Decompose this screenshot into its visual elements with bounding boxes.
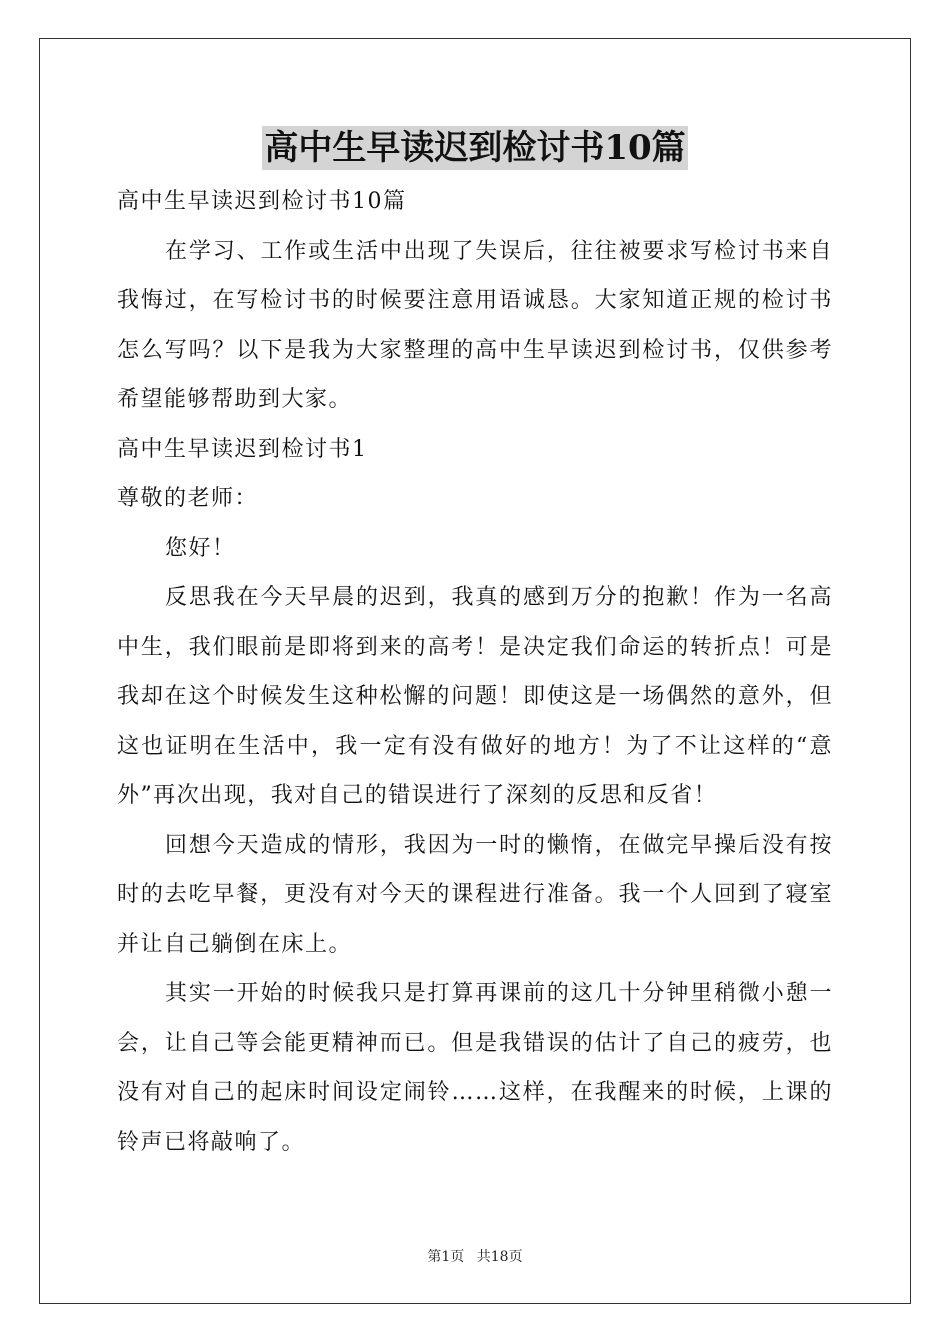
para1-line: 我却在这个时候发生这种松懈的问题！即使这是一场偶然的意外，但 — [117, 684, 833, 709]
subtitle: 高中生早读迟到检讨书10篇 — [117, 189, 407, 214]
section-heading: 高中生早读迟到检讨书1 — [117, 436, 368, 462]
page-footer — [0, 1248, 950, 1266]
greeting: 您好！ — [165, 535, 236, 561]
title-wrap — [0, 126, 950, 170]
document-title: 高中生早读迟到检讨书10篇 — [264, 128, 686, 168]
para3-line: 会，让自己等会能更精神而已。但是我错误的估计了自己的疲劳，也 — [117, 1030, 833, 1056]
para3-line: 没有对自己的起床时间设定闹铃……这样，在我醒来的时候，上课的 — [117, 1080, 833, 1105]
para2-line: 回想今天造成的情形，我因为一时的懒惰，在做完早操后没有按 — [165, 832, 833, 858]
para1-line: 中生，我们眼前是即将到来的高考！是决定我们命运的转折点！可是 — [117, 634, 833, 660]
para1-line: 反思我在今天早晨的迟到，我真的感到万分的抱歉！作为一名高 — [165, 585, 833, 610]
intro-line: 我悔过，在写检讨书的时候要注意用语诚恳。大家知道正规的检讨书 — [117, 288, 833, 313]
para3-line: 铃声已将敲响了。 — [117, 1129, 306, 1155]
para2-line: 并让自己躺倒在床上。 — [117, 931, 353, 957]
salutation: 尊敬的老师： — [117, 486, 259, 511]
page-total: 共18页 — [476, 1249, 523, 1265]
intro-line: 希望能够帮助到大家。 — [117, 387, 353, 412]
para2-line: 时的去吃早餐，更没有对今天的课程进行准备。我一个人回到了寝室 — [117, 882, 833, 907]
intro-line: 怎么写吗？以下是我为大家整理的高中生早读迟到检讨书，仅供参考 — [117, 337, 833, 363]
document-body — [117, 177, 833, 1167]
para1-line: 这也证明在生活中，我一定有没有做好的地方！为了不让这样的“意 — [117, 733, 833, 759]
intro-line: 在学习、工作或生活中出现了失误后，往往被要求写检讨书来自 — [165, 238, 833, 264]
para3-line: 其实一开始的时候我只是打算再课前的这几十分钟里稍微小憩一 — [165, 981, 833, 1006]
para1-line: 外”再次出现，我对自己的错误进行了深刻的反思和反省！ — [117, 783, 718, 808]
page-number: 第1页 — [427, 1249, 465, 1265]
